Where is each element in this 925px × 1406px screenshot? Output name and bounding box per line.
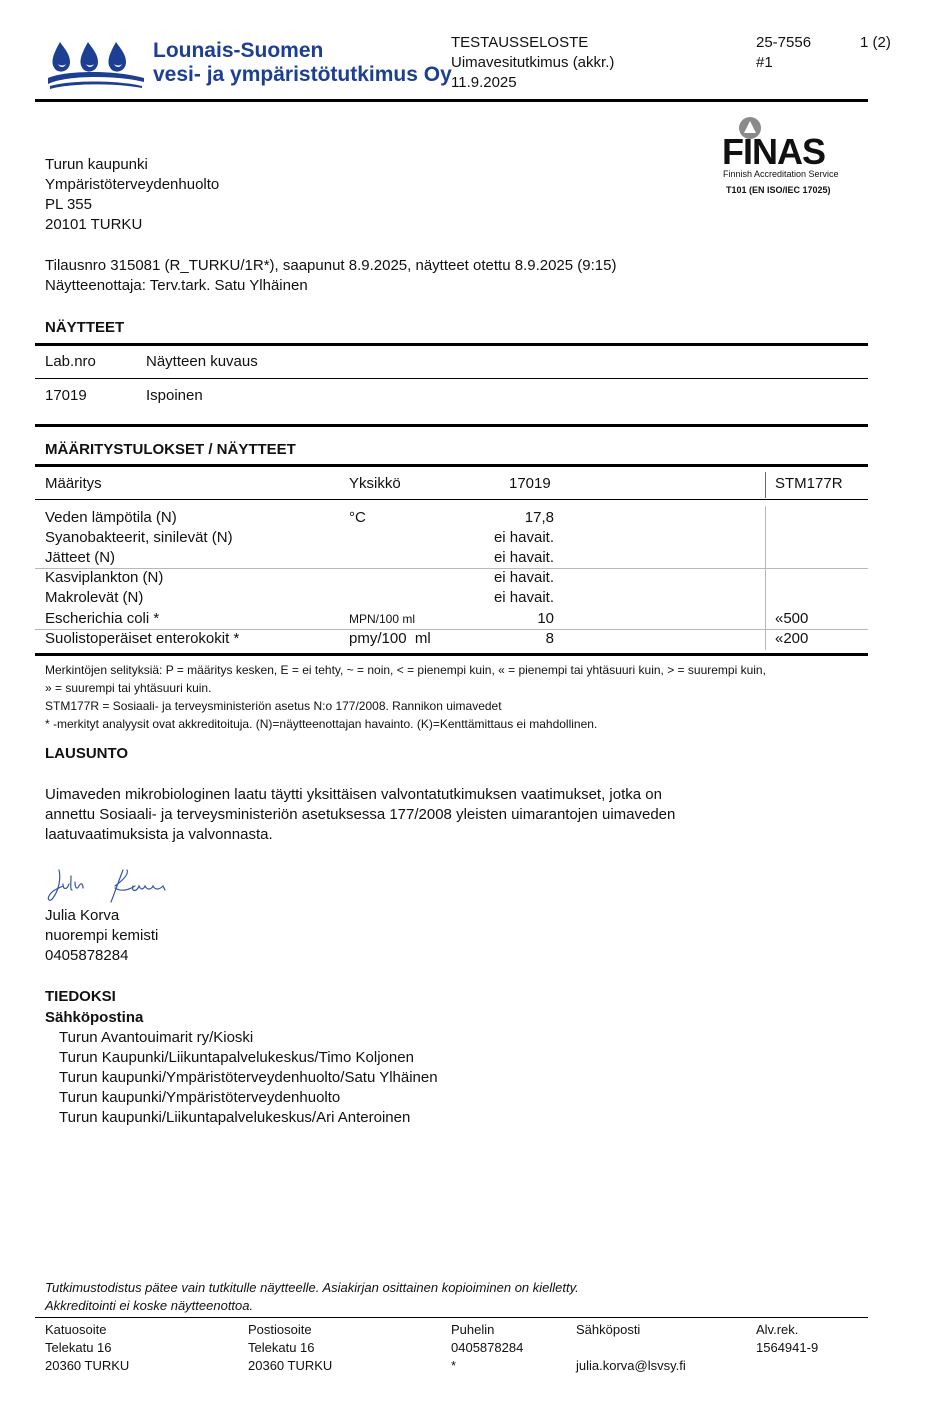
finas-logo-text: FINAS [722, 131, 825, 172]
legend-line: » = suurempi tai yhtäsuuri kuin. [45, 681, 212, 695]
sampler-line: Näytteenottaja: Terv.tark. Satu Ylhäinen [45, 277, 308, 294]
footer-heading: Sähköposti [576, 1322, 641, 1337]
order-info [45, 256, 616, 296]
list-item: Turun kaupunki/Ympäristöterveydenhuolto [59, 1089, 341, 1106]
footer-col-phone [451, 1321, 523, 1375]
result-value: 17,8 [524, 509, 554, 526]
footer-col-postal [248, 1321, 332, 1375]
report-number: 25-7556 [756, 34, 812, 51]
recipient-line: Turun kaupunki [45, 156, 148, 173]
company-name-line2: vesi- ja ympäristötutkimus Oy [153, 63, 452, 86]
finas-mark [720, 116, 854, 200]
samples-header-rule [35, 378, 868, 379]
header-rule [35, 99, 868, 102]
result-param: Jätteet (N) [45, 549, 116, 566]
samples-top-rule [35, 343, 868, 346]
recipient-address [45, 155, 219, 235]
company-name-line1: Lounais-Suomen [153, 39, 324, 62]
result-value: 8 [545, 630, 554, 647]
list-item: Turun kaupunki/Ympäristöterveydenhuolto/Satu Ylhäinen [59, 1069, 438, 1086]
results-header-unit: Yksikkö [349, 475, 401, 492]
legend-line: STM177R = Sosiaali- ja terveysministeriön asetus N:o 177/2008. Rannikon uimavedet [45, 699, 502, 713]
report-sequence: #1 [756, 54, 773, 71]
footer-value: * [451, 1358, 457, 1373]
signer-name: Julia Korva [45, 907, 120, 924]
result-param: Suolistoperäiset enterokokit * [45, 630, 240, 647]
finas-code: T101 (EN ISO/IEC 17025) [726, 185, 831, 195]
distribution-list [59, 1028, 438, 1128]
result-param: Veden lämpötila (N) [45, 509, 177, 526]
statement-title: LAUSUNTO [45, 745, 129, 762]
result-unit: MPN/100 ml [349, 612, 416, 626]
list-item: Turun Kaupunki/Liikuntapalvelukeskus/Timo Koljonen [59, 1049, 414, 1066]
footer-heading: Alv.rek. [756, 1322, 799, 1337]
signer-block [45, 906, 158, 966]
result-value: ei havait. [493, 569, 554, 586]
statement-line: Uimaveden mikrobiologinen laatu täytti yksittäisen valvontatutkimuksen vaatimukset, jotka on [45, 786, 662, 803]
footer-disclaimer [45, 1279, 579, 1315]
sample-labno: 17019 [45, 387, 87, 404]
results-top-rule [35, 464, 868, 467]
samples-title: NÄYTTEET [45, 319, 125, 336]
footer-value: 1564941-9 [756, 1340, 819, 1355]
footer-rule [35, 1317, 868, 1318]
results-limit-divider [765, 472, 766, 498]
results-header-limit: STM177R [775, 475, 843, 492]
statement-line: annettu Sosiaali- ja terveysministeriön asetuksessa 177/2008 yleisten uimarantojen uimaveden [45, 806, 676, 823]
results-header-rule [35, 499, 868, 500]
results-title: MÄÄRITYSTULOKSET / NÄYTTEET [45, 441, 296, 458]
signer-title: nuorempi kemisti [45, 927, 159, 944]
result-param: Makrolevät (N) [45, 589, 144, 606]
doc-type: TESTAUSSELOSTE [451, 34, 589, 51]
footer-value: Telekatu 16 [45, 1340, 112, 1355]
order-line: Tilausnro 315081 (R_TURKU/1R*), saapunut 8.9.2025, näytteet otettu 8.9.2025 (9:15) [45, 257, 617, 274]
finas-service: Finnish Accreditation Service [723, 169, 839, 179]
samples-header-labno: Lab.nro [45, 353, 96, 370]
results-bottom-rule [35, 653, 868, 656]
water-drops-logo-icon [46, 38, 146, 90]
footer-col-street [45, 1321, 129, 1375]
result-unit: °C [349, 509, 366, 526]
report-number-block [756, 33, 811, 73]
footer-value: 20360 TURKU [45, 1358, 130, 1373]
result-value: ei havait. [493, 589, 554, 606]
legend-line: * -merkityt analyysit ovat akkreditoituja. (N)=näytteenottajan havainto. (K)=Kenttämittaus ei mahdollinen. [45, 717, 598, 731]
company-name [153, 39, 452, 87]
legend-notes [45, 661, 766, 733]
recipient-line: 20101 TURKU [45, 216, 143, 233]
footer-heading: Postiosoite [248, 1322, 312, 1337]
result-limit: «200 [775, 630, 809, 647]
results-header-sample: 17019 [509, 475, 551, 492]
sample-desc: Ispoinen [146, 387, 203, 404]
result-value: ei havait. [493, 529, 554, 546]
footer-value: Telekatu 16 [248, 1340, 315, 1355]
disclaimer-line: Tutkimustodistus pätee vain tutkitulle näytteelle. Asiakirjan osittainen kopioiminen on kielletty. [45, 1280, 579, 1295]
recipient-line: Ympäristöterveydenhuolto [45, 176, 220, 193]
signature-image [45, 864, 170, 906]
samples-bottom-rule [35, 424, 868, 427]
result-value: ei havait. [493, 549, 554, 566]
page-number: 1 (2) [860, 34, 891, 51]
footer-value: 0405878284 [451, 1340, 524, 1355]
result-param: Escherichia coli * [45, 610, 160, 627]
recipient-line: PL 355 [45, 196, 92, 213]
footer-heading: Puhelin [451, 1322, 495, 1337]
document-title-block [451, 33, 614, 93]
legend-line: Merkintöjen selityksiä: P = määritys kesken, E = ei tehty, ~ = noin, < = pienempi kuin, « = pienempi tai yhtäsuuri kuin, > = suurempi kuin, [45, 663, 766, 677]
statement-line: laatuvaatimuksista ja valvonnasta. [45, 826, 273, 843]
doc-date: 11.9.2025 [451, 74, 517, 91]
doc-subtype: Uimavesitutkimus (akkr.) [451, 54, 615, 71]
footer-value [576, 1339, 686, 1357]
result-param: Syanobakteerit, sinilevät (N) [45, 529, 233, 546]
footer-value: 20360 TURKU [248, 1358, 333, 1373]
footer-col-vat [756, 1321, 818, 1357]
footer-email-link[interactable]: julia.korva@lsvsy.fi [576, 1358, 686, 1373]
result-value: 10 [537, 610, 554, 627]
result-limit: «500 [775, 610, 809, 627]
signer-phone: 0405878284 [45, 947, 129, 964]
distribution-subtitle: Sähköpostina [45, 1009, 144, 1026]
list-item: Turun Avantouimarit ry/Kioski [59, 1029, 254, 1046]
samples-header-desc: Näytteen kuvaus [146, 353, 258, 370]
footer-col-email [576, 1321, 686, 1375]
result-unit: pmy/100 ml [349, 630, 431, 647]
list-item: Turun kaupunki/Liikuntapalvelukeskus/Ari Anteroinen [59, 1109, 411, 1126]
results-header-param: Määritys [45, 475, 102, 492]
handwritten-signature [45, 864, 170, 906]
footer-heading: Katuosoite [45, 1322, 107, 1337]
disclaimer-line: Akkreditointi ei koske näytteenottoa. [45, 1298, 254, 1313]
statement-text [45, 785, 675, 845]
result-param: Kasviplankton (N) [45, 569, 164, 586]
company-logo [46, 38, 146, 90]
distribution-title: TIEDOKSI [45, 988, 116, 1005]
